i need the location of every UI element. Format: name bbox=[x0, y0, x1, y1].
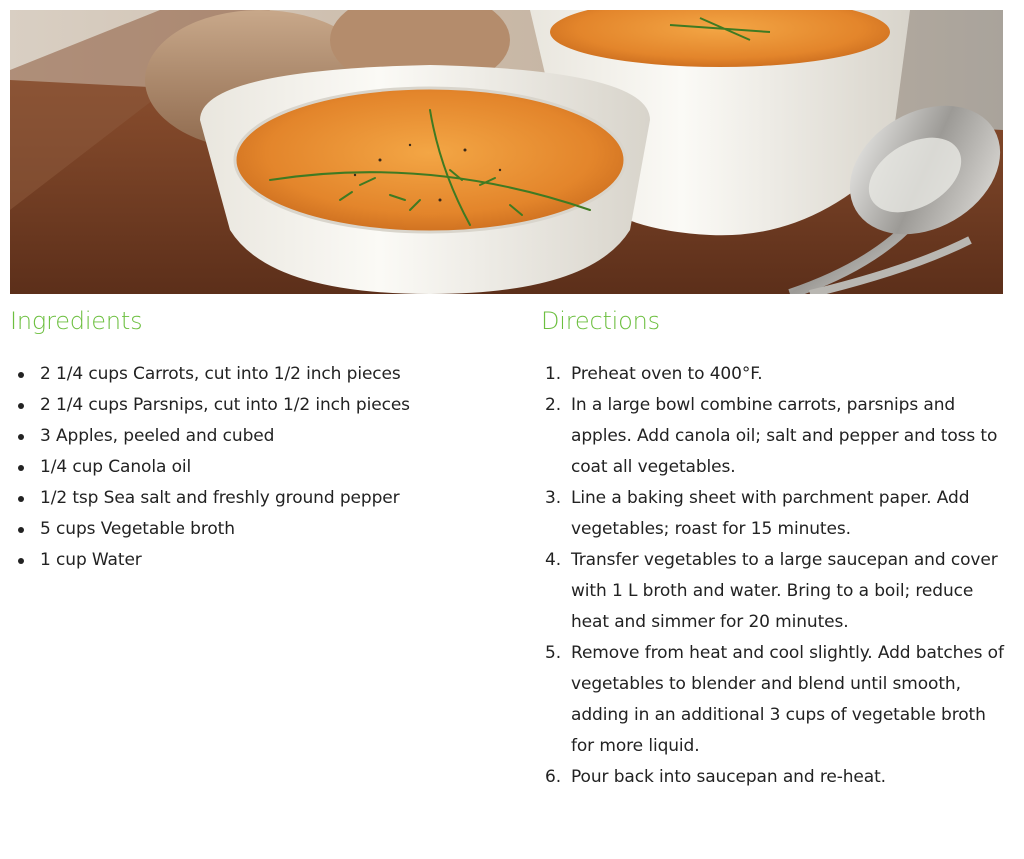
ingredient-item: 1 cup Water bbox=[18, 545, 518, 576]
step-number: 1. bbox=[545, 364, 562, 384]
direction-step bbox=[545, 545, 1010, 638]
direction-step bbox=[545, 390, 1010, 483]
direction-step bbox=[545, 359, 1010, 390]
ingredient-item: 5 cups Vegetable broth bbox=[18, 514, 518, 545]
directions-heading: Directions bbox=[541, 307, 660, 335]
ingredient-item: 1/4 cup Canola oil bbox=[18, 452, 518, 483]
ingredient-item: 1/2 tsp Sea salt and freshly ground pepper bbox=[18, 483, 518, 514]
step-number: 6. bbox=[545, 767, 562, 787]
directions-list bbox=[545, 359, 1010, 793]
soup-bowls-photo bbox=[10, 10, 1003, 294]
ingredient-item: 2 1/4 cups Parsnips, cut into 1/2 inch pieces bbox=[18, 390, 518, 421]
step-text: Pour back into saucepan and re-heat. bbox=[571, 767, 886, 787]
step-text: In a large bowl combine carrots, parsnips and apples. Add canola oil; salt and pepper and toss to coat all vegetables. bbox=[571, 395, 998, 477]
ingredients-list bbox=[18, 359, 518, 576]
direction-step bbox=[545, 638, 1010, 762]
ingredients-heading: Ingredients bbox=[10, 307, 143, 335]
step-number: 3. bbox=[545, 488, 562, 508]
step-text: Remove from heat and cool slightly. Add batches of vegetables to blender and blend until smooth, adding in an additional 3 cups of vegetable broth for more liquid. bbox=[571, 643, 1004, 756]
direction-step bbox=[545, 762, 1010, 793]
step-text: Line a baking sheet with parchment paper. Add vegetables; roast for 15 minutes. bbox=[571, 488, 970, 539]
step-number: 5. bbox=[545, 643, 562, 663]
ingredient-item: 3 Apples, peeled and cubed bbox=[18, 421, 518, 452]
ingredient-item: 2 1/4 cups Carrots, cut into 1/2 inch pieces bbox=[18, 359, 518, 390]
step-text: Preheat oven to 400°F. bbox=[571, 364, 763, 384]
step-number: 4. bbox=[545, 550, 562, 570]
step-text: Transfer vegetables to a large saucepan and cover with 1 L broth and water. Bring to a boil; reduce heat and simmer for 20 minutes. bbox=[571, 550, 998, 632]
direction-step bbox=[545, 483, 1010, 545]
step-number: 2. bbox=[545, 395, 562, 415]
hero-image bbox=[10, 10, 1003, 294]
